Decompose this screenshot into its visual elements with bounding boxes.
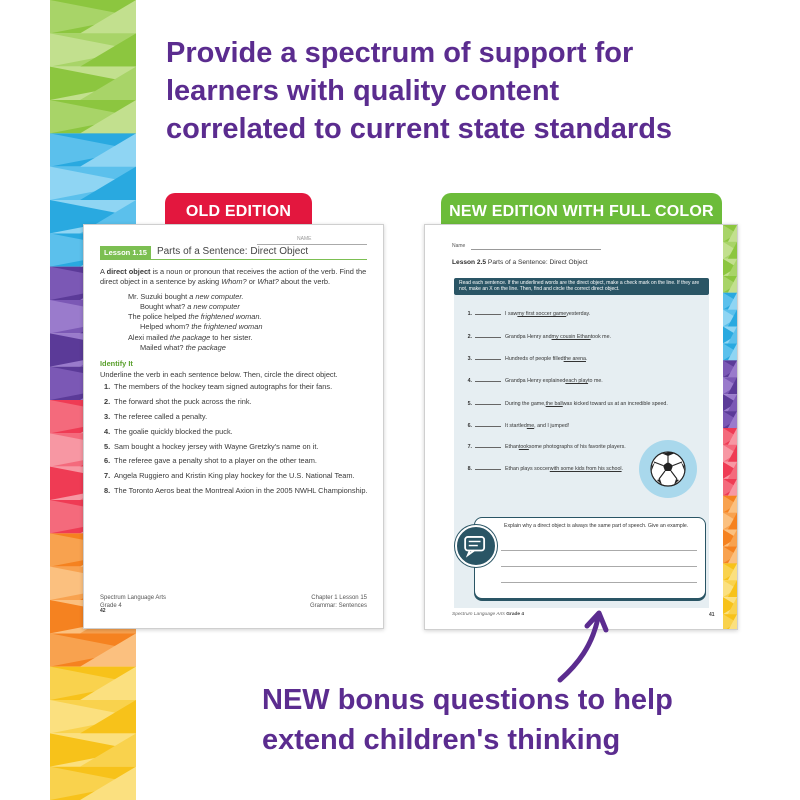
new-instruction-bar: Read each sentence. If the underlined words are the direct object, make a check mark on the line. If they are not, make an X on the line. Then, find and circle the correct direct object. xyxy=(454,278,709,295)
list-item: 7. Ethan took some photographs of his favorite players. xyxy=(467,444,626,450)
old-lesson-header xyxy=(100,246,367,260)
old-edition-page xyxy=(83,224,384,629)
list-item: 5. During the game, the ball was kicked toward us at an incredible speed. xyxy=(467,401,668,407)
old-page-footer: Spectrum Language Arts Grade 4 Chapter 1 Lesson 15 Grammar: Sentences xyxy=(100,595,367,609)
list-item: 4. The goalie quickly blocked the puck. xyxy=(104,426,233,436)
list-item: 1. I saw my first soccer game yesterday. xyxy=(467,311,591,317)
old-example-1: Mr. Suzuki bought a new computer. Bought what? a new computer xyxy=(128,291,244,311)
curved-arrow-icon xyxy=(556,608,612,684)
new-page-number: 41 xyxy=(709,612,715,618)
old-lesson-tag: Lesson 1.15 xyxy=(100,246,151,259)
list-item: 2. Grandpa Henry and my cousin Ethan took me. xyxy=(467,334,612,340)
list-item: 2. The forward shot the puck across the rink. xyxy=(104,396,252,406)
list-item: 5. Sam bought a hockey jersey with Wayne Gretzky's name on it. xyxy=(104,441,319,451)
list-item: 6. The referee gave a penalty shot to a player on the other team. xyxy=(104,456,317,466)
new-name-line xyxy=(471,249,601,250)
old-identify-instruction: Underline the verb in each sentence below. Then, circle the direct object. xyxy=(100,369,338,379)
speech-bubble-icon xyxy=(455,525,497,567)
new-name-label: Name xyxy=(452,243,466,249)
headline-line-2: learners with quality content xyxy=(166,75,560,107)
old-definition-term: direct object xyxy=(106,267,151,276)
bonus-question-box xyxy=(474,517,706,599)
list-item: 8. Ethan plays soccer with some kids from his school . xyxy=(467,466,624,472)
bonus-callout-line-2: extend children's thinking xyxy=(262,724,621,756)
soccer-ball-icon xyxy=(650,451,686,487)
old-exercise-list xyxy=(100,382,369,497)
headline xyxy=(166,34,766,148)
old-lesson-body xyxy=(100,267,369,501)
old-identify-heading: Identify It xyxy=(100,359,133,369)
answer-line xyxy=(501,550,697,551)
headline-line-3: correlated to current state standards xyxy=(166,113,673,145)
new-edition-badge: NEW EDITION WITH FULL COLOR xyxy=(441,193,722,231)
answer-line xyxy=(501,566,697,567)
new-page-footer: Spectrum Language Arts Grade 4 xyxy=(452,612,525,617)
list-item: 6. It startled me , and I jumped! xyxy=(467,423,570,429)
old-edition-badge: OLD EDITION xyxy=(165,193,312,231)
list-item: 3. The referee called a penalty. xyxy=(104,411,208,421)
old-example-2: The police helped the frightened woman. Helped whom? the frightened woman xyxy=(128,312,263,332)
list-item: 3. Hundreds of people filled the arena . xyxy=(467,356,588,362)
list-item: 1. The members of the hockey team signed autographs for their fans. xyxy=(104,381,333,391)
answer-line xyxy=(501,582,697,583)
old-definition: A direct object is a noun or pronoun that receives the action of the verb. Find the direct object in a sentence by asking Whom? or What? about the verb. xyxy=(100,267,367,287)
bonus-callout-line-1: NEW bonus questions to help xyxy=(262,684,673,716)
bonus-callout xyxy=(262,680,782,760)
old-page-number: 42 xyxy=(100,607,106,614)
new-lesson-title: Lesson 2.5 Parts of a Sentence: Direct Object xyxy=(452,259,588,266)
old-example-3: Alexi mailed the package to her sister. Mailed what? the package xyxy=(128,332,253,353)
bonus-question-text: Explain why a direct object is always the same part of speech. Give an example. xyxy=(504,523,689,529)
new-edition-page xyxy=(424,224,738,630)
list-item: 4. Grandpa Henry explained each play to me. xyxy=(467,378,603,384)
list-item: 8. The Toronto Aeros beat the Montreal Axion in the 2005 NWHL Championship. xyxy=(104,486,368,496)
headline-line-1: Provide a spectrum of support for xyxy=(166,37,634,69)
old-lesson-title: Parts of a Sentence: Direct Object xyxy=(156,246,309,258)
list-item: 7. Angela Ruggiero and Kristin King play hockey for the U.S. National Team. xyxy=(104,471,355,481)
old-name-field: NAME xyxy=(257,234,367,245)
page-color-strip-decoration xyxy=(723,225,737,630)
